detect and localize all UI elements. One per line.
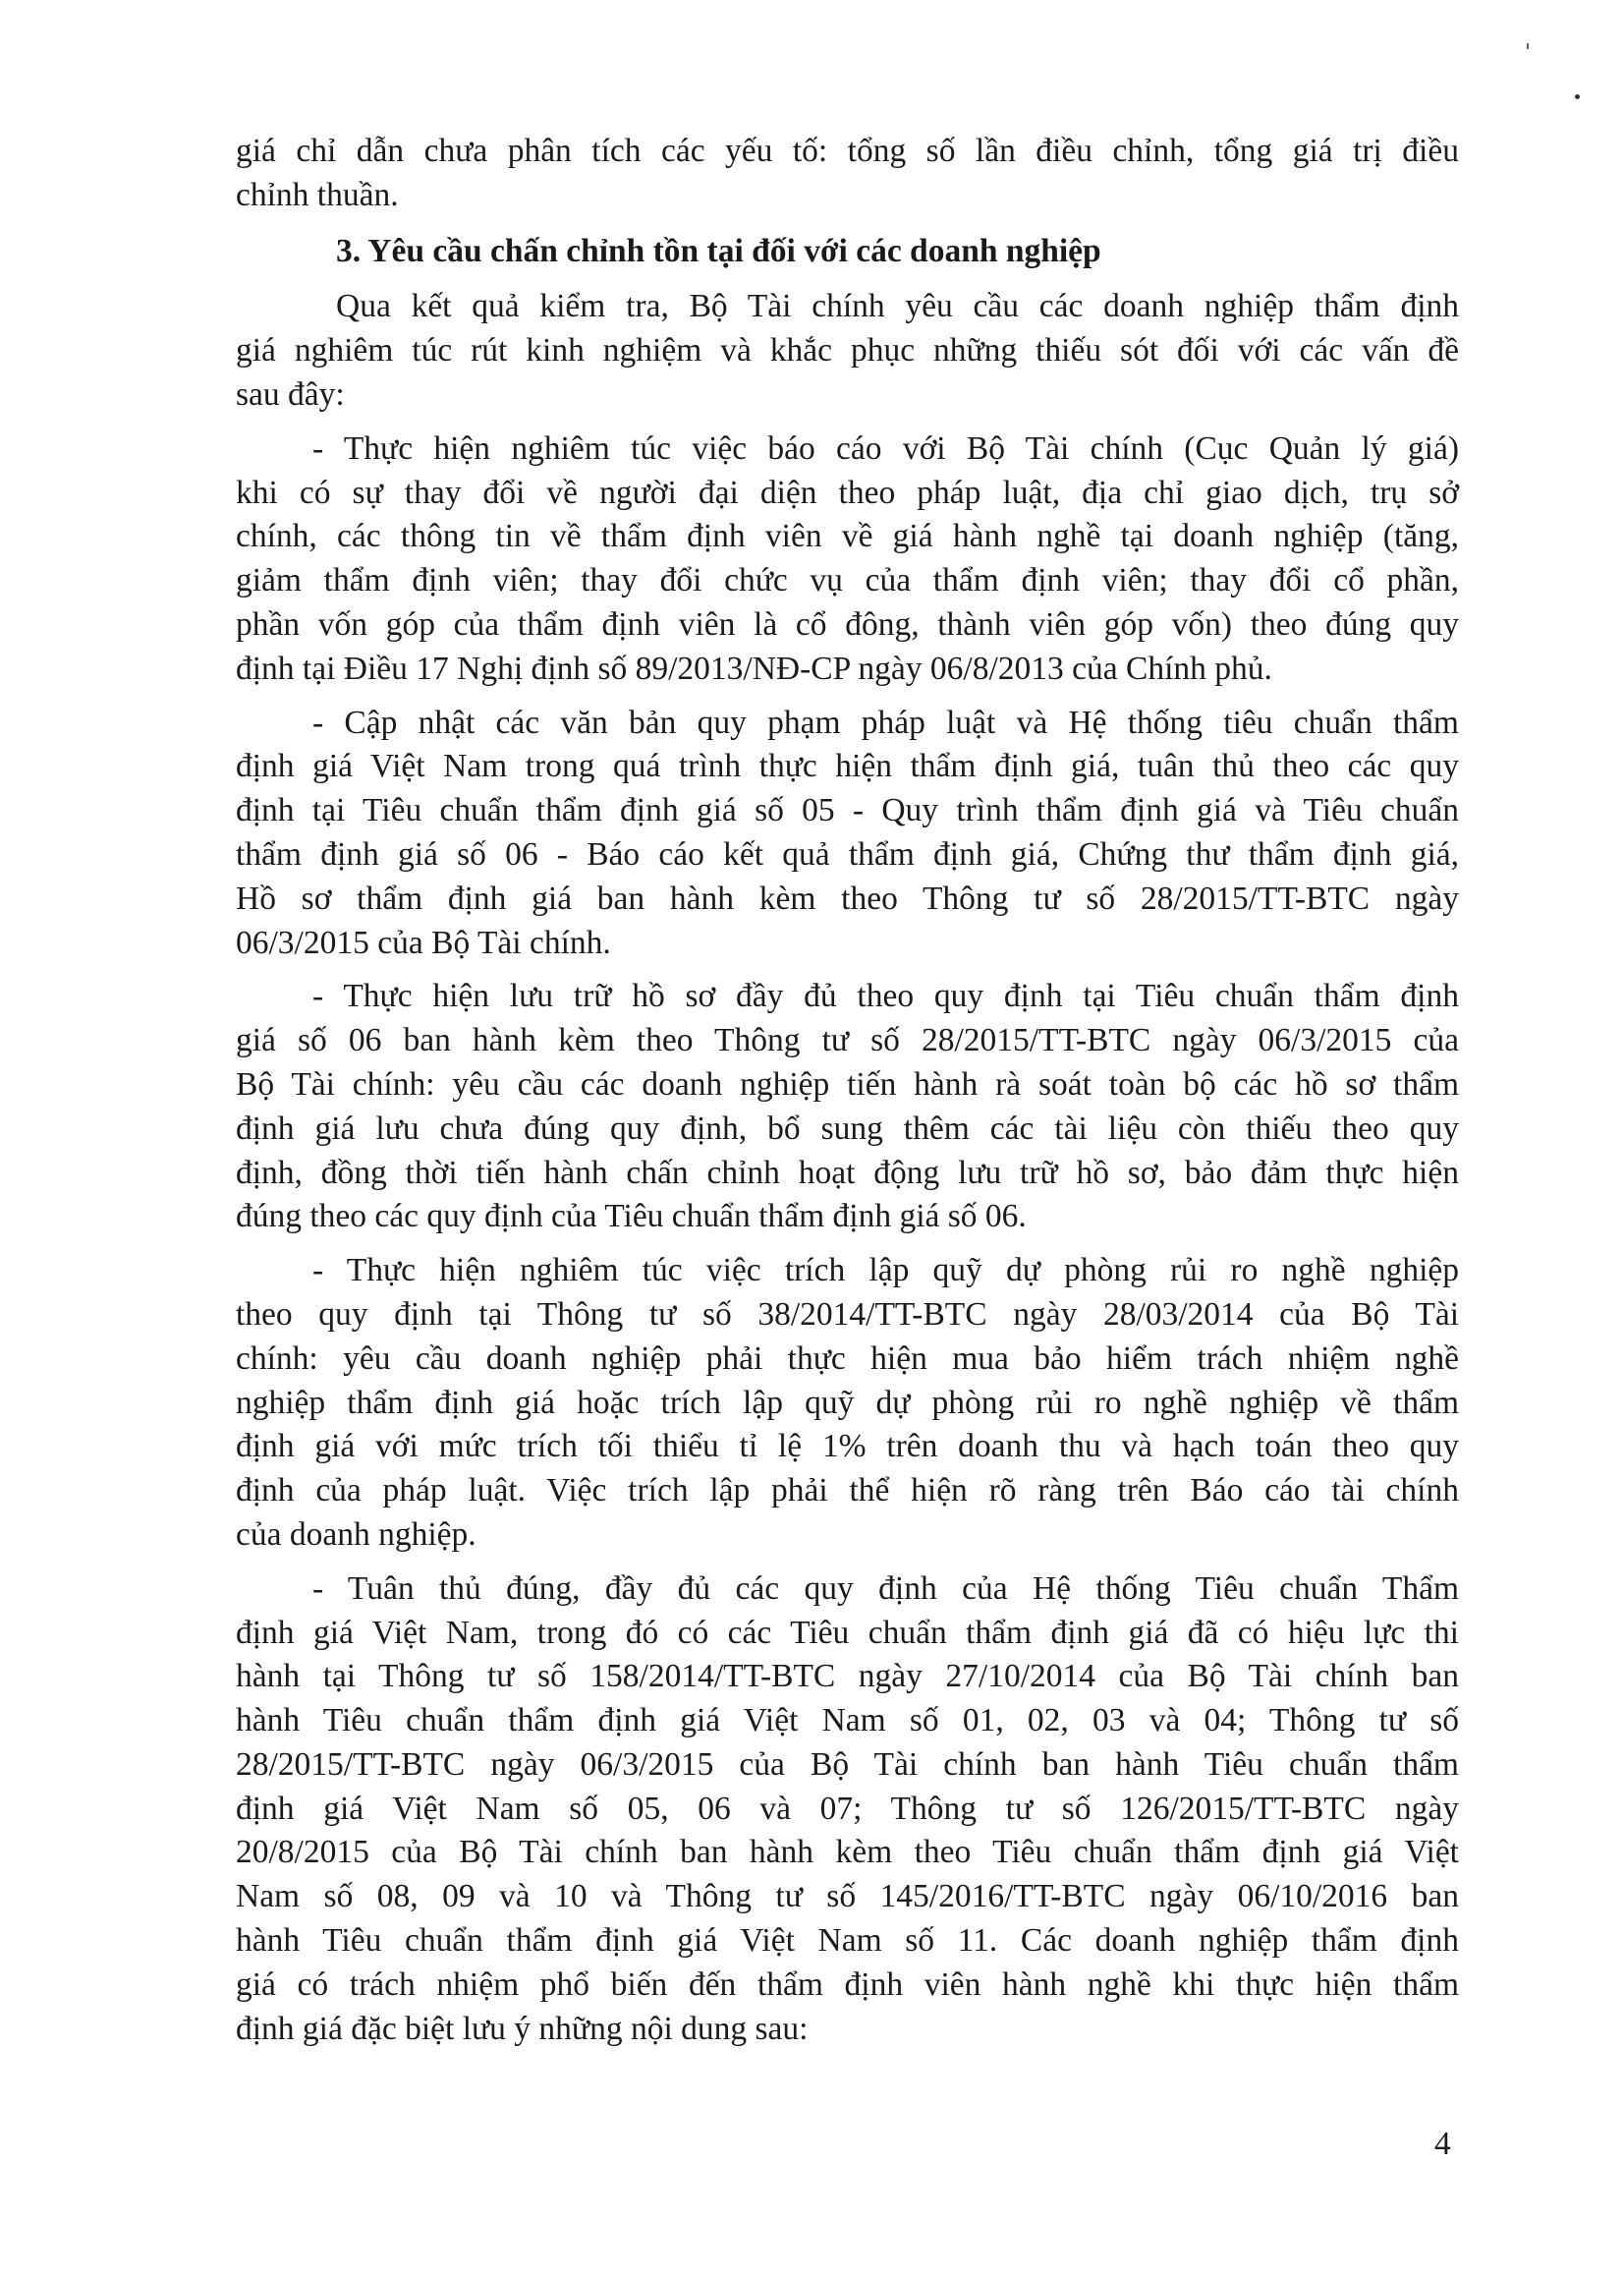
text-line: - Thực hiện nghiêm túc việc trích lập quỹ dự phòng rủi ro nghề nghiệp xyxy=(312,1252,1459,1289)
intro-paragraph xyxy=(236,130,1459,218)
text-line: định, đồng thời tiến hành chấn chỉnh hoạt động lưu trữ hồ sơ, bảo đảm thực hiện xyxy=(236,1154,1459,1191)
text-line: định tại Điều 17 Nghị định số 89/2013/NĐ-CP ngày 06/8/2013 của Chính phủ. xyxy=(236,650,1272,687)
paragraph-intro-requirements xyxy=(236,285,1459,417)
text-line: định tại Tiêu chuẩn thẩm định giá số 05 - Quy trình thẩm định giá và Tiêu chuẩn xyxy=(236,792,1459,829)
text-line: hành Tiêu chuẩn thẩm định giá Việt Nam số 01, 02, 03 và 04; Thông tư số xyxy=(236,1702,1459,1739)
text-line: định giá Việt Nam trong quá trình thực hiện thẩm định giá, tuân thủ theo các quy xyxy=(236,748,1459,785)
paragraph-compliance xyxy=(236,1567,1459,2052)
text-line: giảm thẩm định viên; thay đổi chức vụ của thẩm định viên; thay đổi cổ phần, xyxy=(236,562,1459,599)
text-line: - Thực hiện lưu trữ hồ sơ đầy đủ theo quy định tại Tiêu chuẩn thẩm định xyxy=(312,978,1459,1015)
paragraph-standards-update xyxy=(236,702,1459,966)
text-line: thẩm định giá số 06 - Báo cáo kết quả thẩm định giá, Chứng thư thẩm định giá, xyxy=(236,835,1459,873)
text-line: của doanh nghiệp. xyxy=(236,1515,476,1553)
text-line: giá số 06 ban hành kèm theo Thông tư số 28/2015/TT-BTC ngày 06/3/2015 của xyxy=(236,1022,1459,1059)
text-line: định giá đặc biệt lưu ý những nội dung sau: xyxy=(236,2010,809,2047)
text-line: giá nghiêm túc rút kinh nghiệm và khắc phục những thiếu sót đối với các vấn đề xyxy=(236,332,1459,370)
text-line: - Thực hiện nghiêm túc việc báo cáo với Bộ Tài chính (Cục Quản lý giá) xyxy=(312,429,1459,467)
paragraph-risk-reserve xyxy=(236,1249,1459,1558)
text-line: định giá Việt Nam số 05, 06 và 07; Thông tư số 126/2015/TT-BTC ngày xyxy=(236,1790,1459,1827)
text-line: định giá Việt Nam, trong đó có các Tiêu chuẩn thẩm định giá đã có hiệu lực thi xyxy=(236,1614,1459,1651)
paragraph-records-storage xyxy=(236,975,1459,1239)
text-line: khi có sự thay đổi về người đại diện theo pháp luật, địa chỉ giao dịch, trụ sở xyxy=(236,474,1459,511)
text-line: 06/3/2015 của Bộ Tài chính. xyxy=(236,924,611,961)
text-line: sau đây: xyxy=(236,375,345,413)
scan-speck xyxy=(1527,43,1529,49)
text-line: định giá với mức trích tối thiểu tỉ lệ 1% trên doanh thu và hạch toán theo quy xyxy=(236,1428,1459,1465)
text-line: chính, các thông tin về thẩm định viên về giá hành nghề tại doanh nghiệp (tăng, xyxy=(236,518,1459,555)
text-line: đúng theo các quy định của Tiêu chuẩn thẩm định giá số 06. xyxy=(236,1198,1027,1235)
text-line: giá chỉ dẫn chưa phân tích các yếu tố: tổng số lần điều chỉnh, tổng giá trị điều xyxy=(236,133,1459,169)
text-line: chỉnh thuần. xyxy=(236,176,399,213)
text-line: Bộ Tài chính: yêu cầu các doanh nghiệp tiến hành rà soát toàn bộ các hồ sơ thẩm xyxy=(236,1065,1459,1103)
text-line: chính: yêu cầu doanh nghiệp phải thực hiện mua bảo hiểm trách nhiệm nghề xyxy=(236,1339,1459,1377)
text-line: theo quy định tại Thông tư số 38/2014/TT-BTC ngày 28/03/2014 của Bộ Tài xyxy=(236,1295,1459,1333)
text-line: 20/8/2015 của Bộ Tài chính ban hành kèm theo Tiêu chuẩn thẩm định giá Việt xyxy=(236,1834,1459,1871)
text-line: định giá lưu chưa đúng quy định, bổ sung thêm các tài liệu còn thiếu theo quy xyxy=(236,1110,1459,1147)
text-line: - Cập nhật các văn bản quy phạm pháp luật và Hệ thống tiêu chuẩn thẩm xyxy=(312,704,1459,741)
text-line: giá có trách nhiệm phổ biến đến thẩm định viên hành nghề khi thực hiện thẩm xyxy=(236,1965,1459,2003)
scan-dot xyxy=(1575,94,1580,99)
text-line: Hồ sơ thẩm định giá ban hành kèm theo Thông tư số 28/2015/TT-BTC ngày xyxy=(236,880,1459,917)
text-line: - Tuân thủ đúng, đầy đủ các quy định của Hệ thống Tiêu chuẩn Thẩm xyxy=(312,1569,1459,1607)
section-heading: 3. Yêu cầu chấn chỉnh tồn tại đối với các doanh nghiệp xyxy=(336,232,1101,269)
page-number: 4 xyxy=(1434,2126,1451,2162)
document-page xyxy=(236,130,1459,2051)
text-line: hành tại Thông tư số 158/2014/TT-BTC ngày 27/10/2014 của Bộ Tài chính ban xyxy=(236,1658,1459,1695)
paragraph-reporting xyxy=(236,427,1459,692)
text-line: nghiệp thẩm định giá hoặc trích lập quỹ dự phòng rủi ro nghề nghiệp về thẩm xyxy=(236,1384,1459,1421)
text-line: Nam số 08, 09 và 10 và Thông tư số 145/2016/TT-BTC ngày 06/10/2016 ban xyxy=(236,1878,1459,1915)
text-line: Qua kết quả kiểm tra, Bộ Tài chính yêu cầu các doanh nghiệp thẩm định xyxy=(336,288,1459,325)
text-line: phần vốn góp của thẩm định viên là cổ đông, thành viên góp vốn) theo đúng quy xyxy=(236,605,1459,643)
text-line: 28/2015/TT-BTC ngày 06/3/2015 của Bộ Tài chính ban hành Tiêu chuẩn thẩm xyxy=(236,1745,1459,1783)
text-line: định của pháp luật. Việc trích lập phải thể hiện rõ ràng trên Báo cáo tài chính xyxy=(236,1472,1459,1509)
text-line: hành Tiêu chuẩn thẩm định giá Việt Nam số 11. Các doanh nghiệp thẩm định xyxy=(236,1922,1459,1960)
